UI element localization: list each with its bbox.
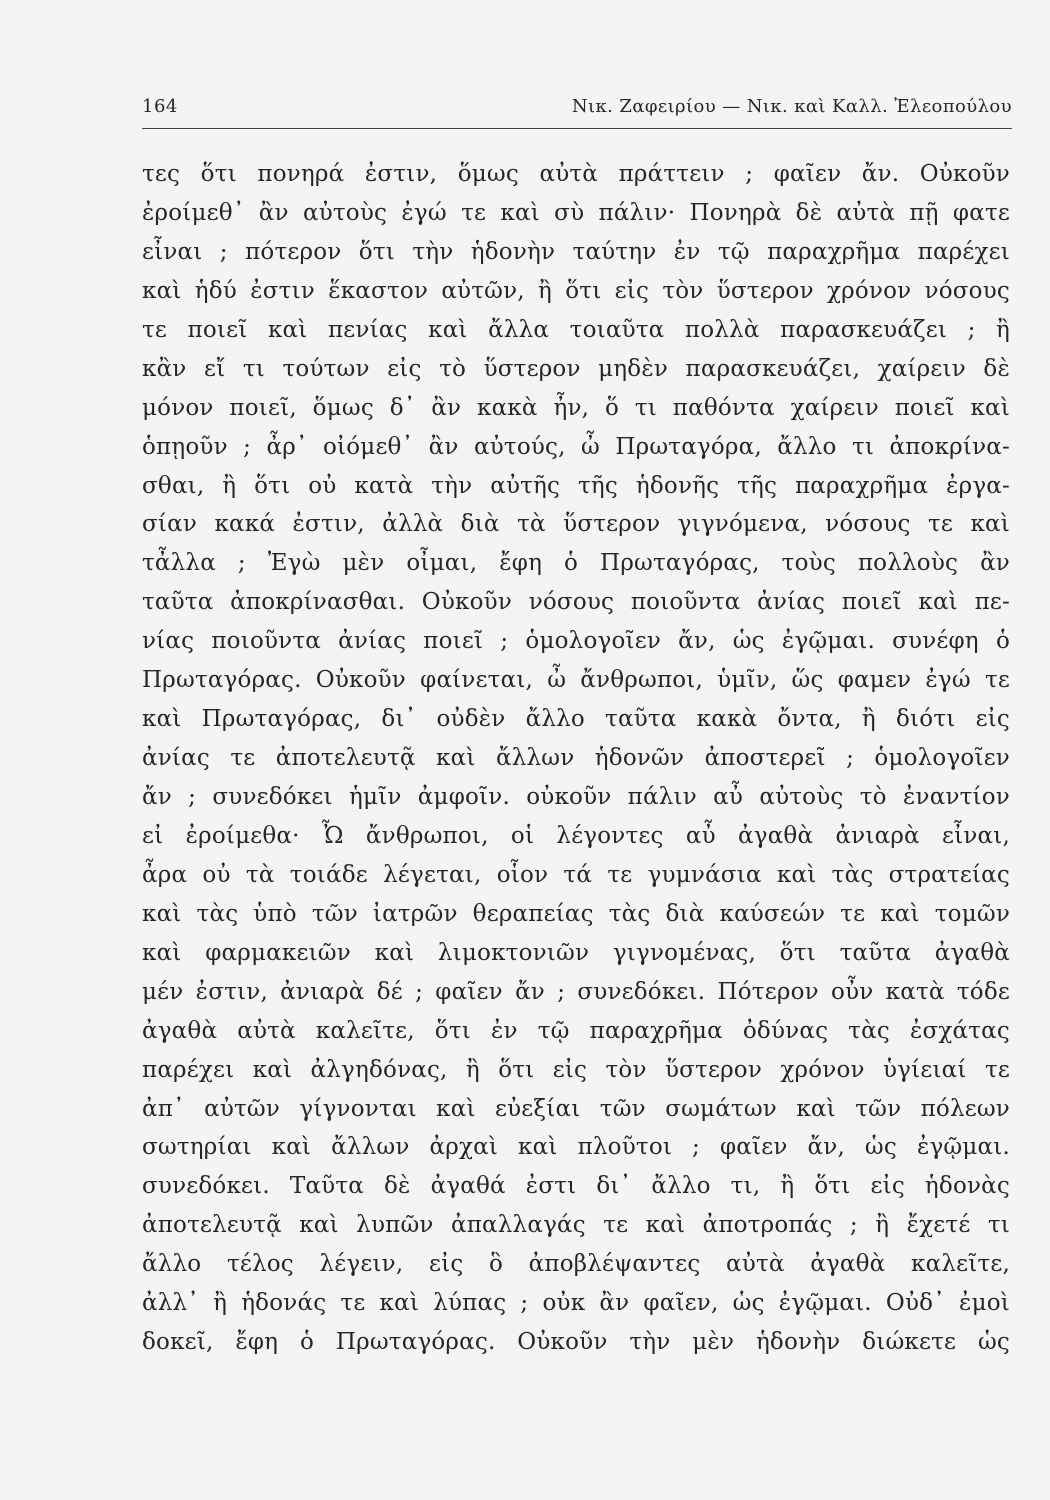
text-line: ἀγαθὰ αὐτὰ καλεῖτε, ὅτι ἐν τῷ παραχρῆμα ὀδύνας τὰς ἐσχάτας bbox=[142, 1017, 1010, 1044]
text-line: ἀπ᾽ αὐτῶν γίγνονται καὶ εὐεξίαι τῶν σωμάτων καὶ τῶν πόλεων bbox=[142, 1095, 1010, 1122]
text-line: συνεδόκει. Ταῦτα δὲ ἀγαθά ἐστι δι᾽ ἄλλο τι, ἢ ὅτι εἰς ἡδονὰς bbox=[142, 1173, 1010, 1200]
text-line: ὁπῃοῦν ; ἆρ᾽ οἰόμεθ᾽ ἂν αὐτούς, ὦ Πρωταγόρα, ἄλλο τι ἀποκρίνα- bbox=[142, 433, 1010, 460]
text-line: καὶ Πρωταγόρας, δι᾽ οὐδὲν ἄλλο ταῦτα κακὰ ὄντα, ἢ διότι εἰς bbox=[142, 706, 1010, 733]
text-line: ἐροίμεθ᾽ ἂν αὐτοὺς ἐγώ τε καὶ σὺ πάλιν· Πονηρὰ δὲ αὐτὰ πῇ φατε bbox=[142, 199, 1010, 226]
main-text bbox=[142, 155, 1010, 1362]
text-line: καὶ τὰς ὑπὸ τῶν ἰατρῶν θεραπείας τὰς διὰ καύσεών τε καὶ τομῶν bbox=[142, 900, 1010, 927]
text-line: Πρωταγόρας. Οὐκοῦν φαίνεται, ὦ ἄνθρωποι, ὑμῖν, ὥς φαμεν ἐγώ τε bbox=[142, 667, 1010, 694]
text-line: καὶ φαρμακειῶν καὶ λιμοκτονιῶν γιγνομένας, ὅτι ταῦτα ἀγαθὰ bbox=[142, 939, 1010, 966]
text-line: σθαι, ἢ ὅτι οὐ κατὰ τὴν αὐτῆς τῆς ἡδονῆς τῆς παραχρῆμα ἐργα- bbox=[142, 472, 1010, 499]
text-line: νίας ποιοῦντα ἀνίας ποιεῖ ; ὁμολογοῖεν ἄν, ὡς ἐγῷμαι. συνέφη ὁ bbox=[142, 628, 1010, 655]
text-line: ἄν ; συνεδόκει ἡμῖν ἀμφοῖν. οὐκοῦν πάλιν αὖ αὐτοὺς τὸ ἐναντίον bbox=[142, 784, 1010, 810]
text-line: κἂν εἴ τι τούτων εἰς τὸ ὕστερον μηδὲν παρασκευάζει, χαίρειν δὲ bbox=[142, 355, 1010, 382]
text-line: παρέχει καὶ ἀλγηδόνας, ἢ ὅτι εἰς τὸν ὕστερον χρόνον ὑγίειαί τε bbox=[142, 1056, 1010, 1083]
text-line: ἄλλο τέλος λέγειν, εἰς ὃ ἀποβλέψαντες αὐτὰ ἀγαθὰ καλεῖτε, bbox=[142, 1251, 1010, 1278]
text-line: δοκεῖ, ἔφη ὁ Πρωταγόρας. Οὐκοῦν τὴν μὲν ἡδονὴν διώκετε ὡς bbox=[142, 1329, 1010, 1356]
running-header bbox=[142, 94, 1012, 129]
text-line: ταῦτα ἀποκρίνασθαι. Οὐκοῦν νόσους ποιοῦντα ἀνίας ποιεῖ καὶ πε- bbox=[142, 589, 1010, 616]
page-number: 164 bbox=[142, 96, 178, 117]
text-line: τε ποιεῖ καὶ πενίας καὶ ἄλλα τοιαῦτα πολλὰ παρασκευάζει ; ἢ bbox=[142, 316, 1010, 343]
text-line: ἀποτελευτᾷ καὶ λυπῶν ἀπαλλαγάς τε καὶ ἀποτροπάς ; ἢ ἔχετέ τι bbox=[142, 1212, 1010, 1239]
text-line: σίαν κακά ἐστιν, ἀλλὰ διὰ τὰ ὕστερον γιγνόμενα, νόσους τε καὶ bbox=[142, 511, 1010, 538]
header-title: Νικ. Ζαφειρίου — Νικ. καὶ Καλλ. Ἐλεοπούλου bbox=[571, 96, 1012, 117]
text-line: ἀνίας τε ἀποτελευτᾷ καὶ ἄλλων ἡδονῶν ἀποστερεῖ ; ὁμολογοῖεν bbox=[142, 745, 1010, 772]
text-line: ἀλλ᾽ ἢ ἡδονάς τε καὶ λύπας ; οὐκ ἂν φαῖεν, ὡς ἐγῷμαι. Οὐδ᾽ ἐμοὶ bbox=[142, 1290, 1010, 1317]
text-line: καὶ ἡδύ ἐστιν ἕκαστον αὐτῶν, ἢ ὅτι εἰς τὸν ὕστερον χρόνον νόσους bbox=[142, 277, 1010, 304]
text-line: τἆλλα ; Ἐγὼ μὲν οἶμαι, ἔφη ὁ Πρωταγόρας, τοὺς πολλοὺς ἂν bbox=[142, 550, 1010, 577]
text-line: εἰ ἐροίμεθα· Ὦ ἄνθρωποι, οἱ λέγοντες αὖ ἀγαθὰ ἀνιαρὰ εἶναι, bbox=[142, 822, 1010, 849]
text-line: μέν ἐστιν, ἀνιαρὰ δέ ; φαῖεν ἄν ; συνεδόκει. Πότερον οὖν κατὰ τόδε bbox=[142, 978, 1010, 1005]
text-line: μόνον ποιεῖ, ὅμως δ᾽ ἂν κακὰ ἦν, ὅ τι παθόντα χαίρειν ποιεῖ καὶ bbox=[142, 394, 1010, 421]
text-line: ἆρα οὐ τὰ τοιάδε λέγεται, οἷον τά τε γυμνάσια καὶ τὰς στρατείας bbox=[142, 861, 1010, 888]
text-line: εἶναι ; πότερον ὅτι τὴν ἡδονὴν ταύτην ἐν τῷ παραχρῆμα παρέχει bbox=[142, 238, 1010, 265]
text-line: σωτηρίαι καὶ ἄλλων ἀρχαὶ καὶ πλοῦτοι ; φαῖεν ἄν, ὡς ἐγῷμαι. bbox=[142, 1134, 1010, 1161]
text-line: τες ὅτι πονηρά ἐστιν, ὅμως αὐτὰ πράττειν ; φαῖεν ἄν. Οὐκοῦν bbox=[142, 161, 1010, 187]
